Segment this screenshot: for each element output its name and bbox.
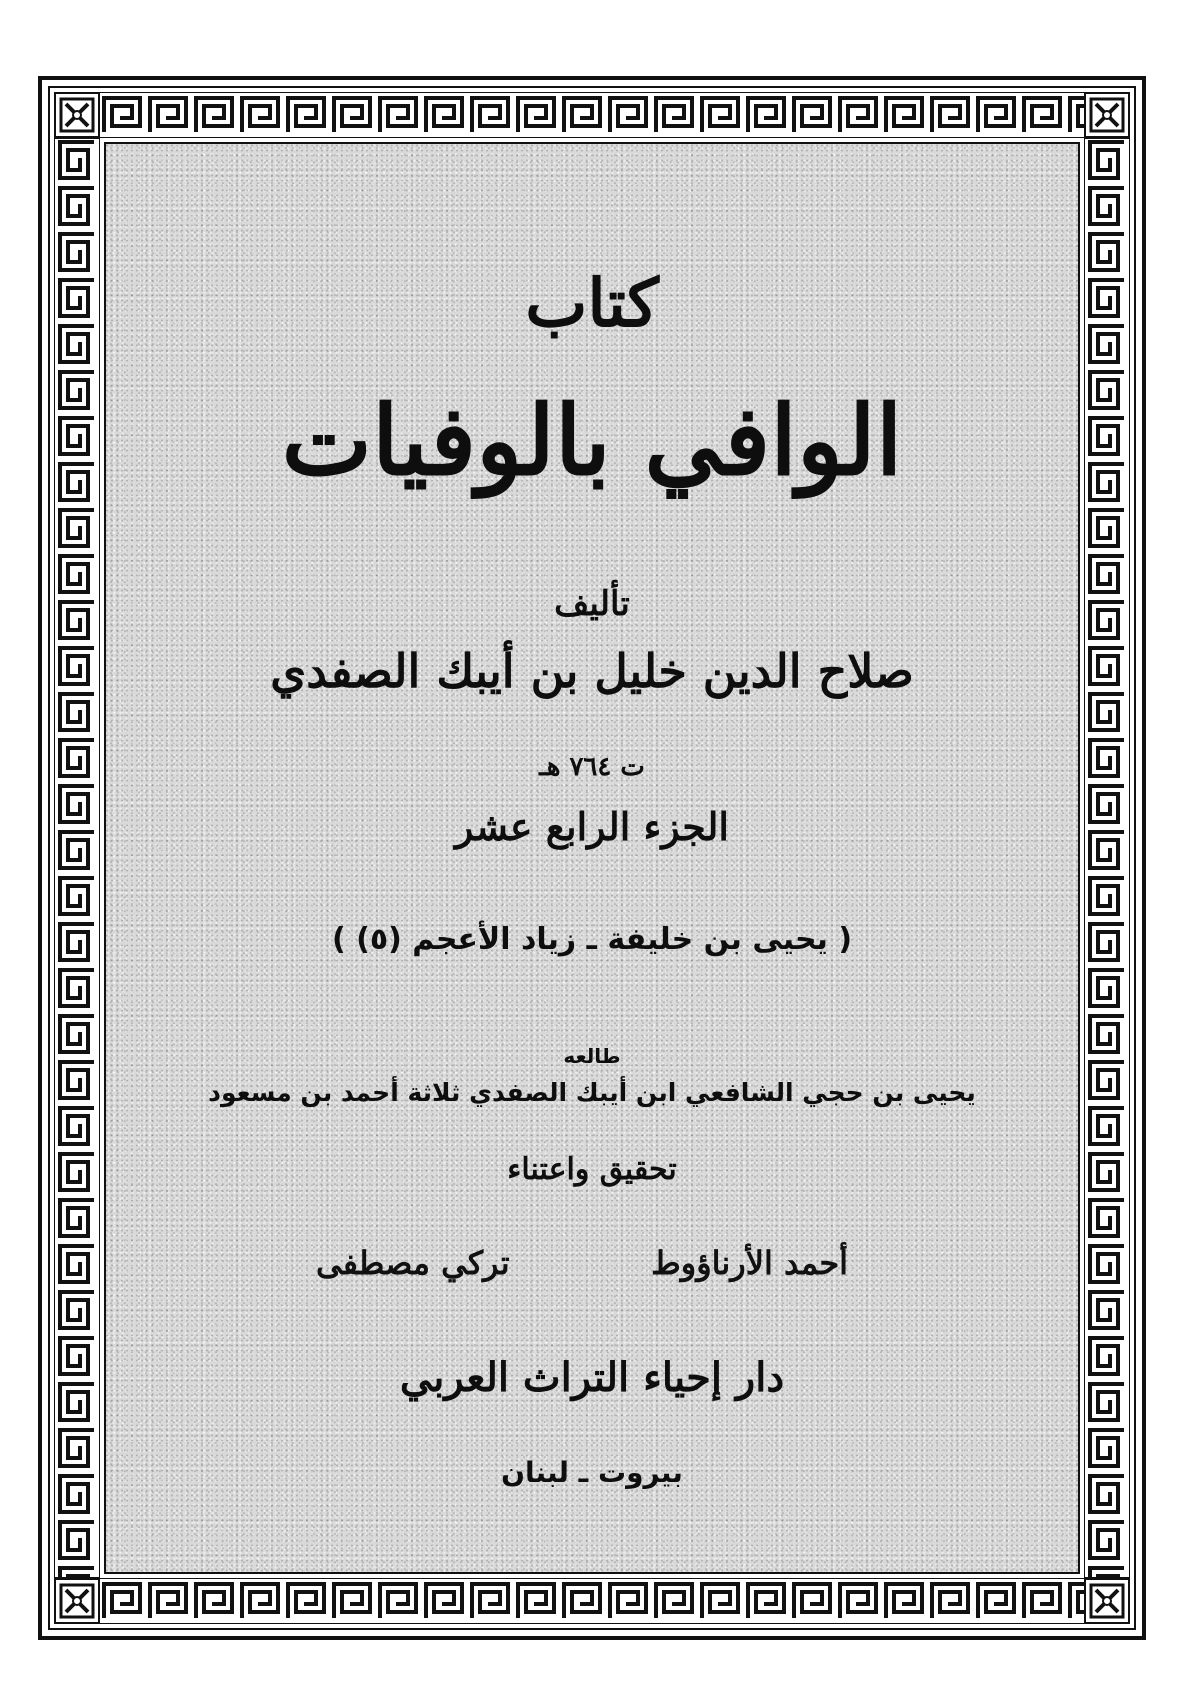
author-name: صلاح الدين خليل بن أيبك الصفدي xyxy=(270,644,914,698)
cover-frame xyxy=(38,76,1146,1640)
volume-number: الجزء الرابع عشر xyxy=(455,804,729,849)
author-death-date: ت ٧٦٤ هـ xyxy=(539,752,645,782)
greek-key-border-bottom-icon xyxy=(54,1578,1130,1624)
editor-name: تركي مصطفى xyxy=(316,1244,510,1282)
corner-ornament-icon xyxy=(54,92,100,138)
volume-contents-range: ( يحيى بن خليفة ـ زياد الأعجم (٥) ) xyxy=(331,922,853,957)
editor-name: أحمد الأرناؤوط xyxy=(651,1244,848,1282)
greek-key-border-top-icon xyxy=(54,92,1130,138)
cover-content-area xyxy=(104,142,1080,1574)
publication-place: بيروت ـ لبنان xyxy=(501,1456,683,1489)
book-title: الوافي بالوفيات xyxy=(281,384,903,497)
corner-ornament-icon xyxy=(1084,92,1130,138)
editors-row xyxy=(106,1244,1078,1294)
reviewers-label: طالعه xyxy=(563,1044,621,1068)
authorship-label: تأليف xyxy=(554,584,630,624)
corner-ornament-icon xyxy=(1084,1578,1130,1624)
editing-label: تحقيق واعتناء xyxy=(507,1152,677,1187)
publisher-name: دار إحياء التراث العربي xyxy=(399,1354,785,1401)
book-label: كتاب xyxy=(525,264,659,342)
greek-key-border-right-icon xyxy=(1084,138,1130,1578)
corner-ornament-icon xyxy=(54,1578,100,1624)
reviewers-list: يحيى بن حجي الشافعي ابن أيبك الصفدي ثلاثة أحمد بن مسعود xyxy=(208,1078,976,1107)
greek-key-border-left-icon xyxy=(54,138,100,1578)
